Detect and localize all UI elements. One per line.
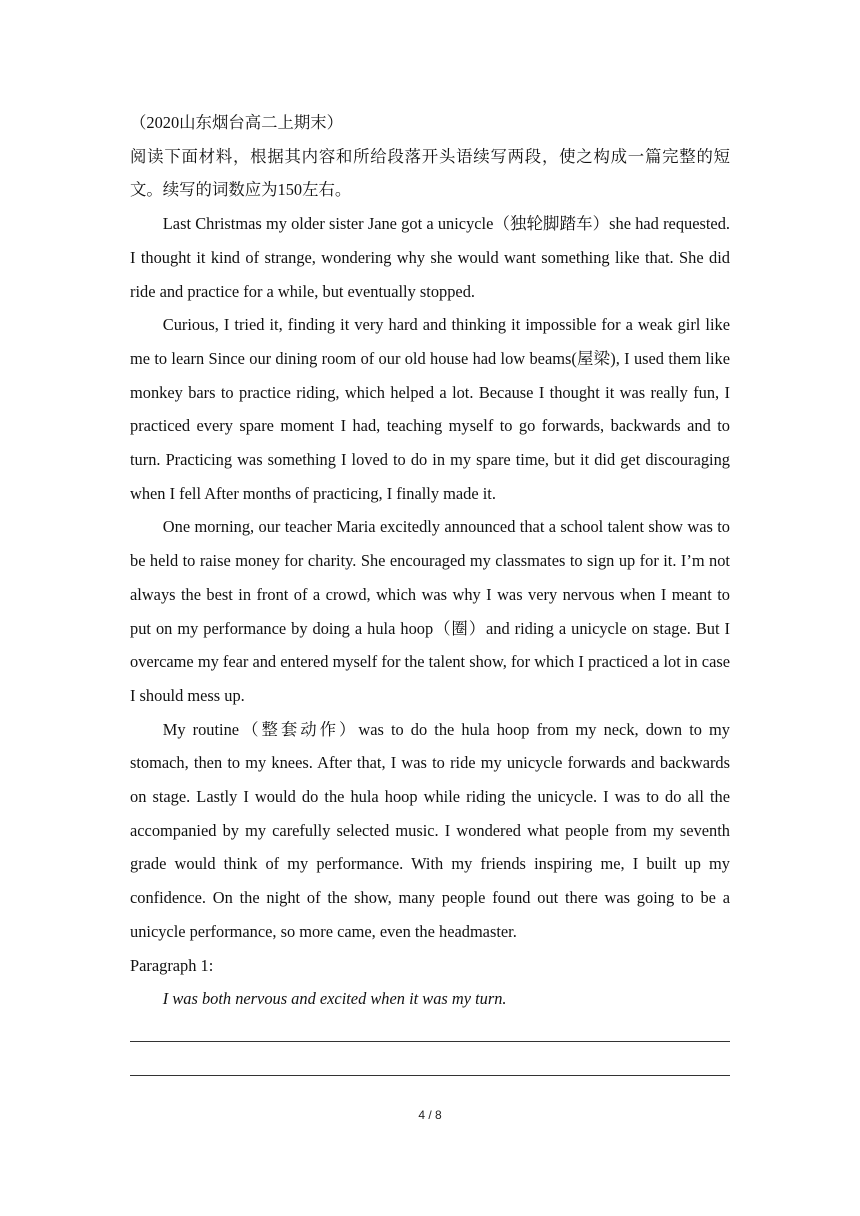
passage-paragraph-3: One morning, our teacher Maria excitedly announced that a school talent show was to be held to raise money for charity. She encouraged my classmates to sign up for it. I’m not always the best in front of a crowd, which was why I was very nervous when I meant to put on my performance by doing a hula hoop（圈）and riding a unicycle on stage. But I overcame my fear and entered myself for the talent show, for which I practiced a lot in case I should mess up. xyxy=(130,517,730,705)
page-number: 4 / 8 xyxy=(418,1108,442,1122)
passage-paragraph-1: Last Christmas my older sister Jane got a unicycle（独轮脚踏车）she had requested. I thought it kind of strange, wondering why she would want something like that. She did ride and practice for a while, but eventually stopped. xyxy=(130,214,730,301)
paragraph-1-opening-sentence: I was both nervous and excited when it was my turn. xyxy=(162,989,507,1009)
passage-paragraph-4: My routine（整套动作）was to do the hula hoop from my neck, down to my stomach, then to my knees. After that, I was to ride my unicycle forwards and backwards on stage. Lastly I would do the hula hoop while riding the unicycle. I was to do all the accompanied by my carefully selected music. I wondered what people from my seventh grade would think of my performance. With my friends inspiring me, I built up my confidence. On the night of the show, many people found out there was going to be a unicycle performance, so more came, even the headmaster. xyxy=(130,719,730,941)
paragraph-1-label: Paragraph 1: xyxy=(130,955,214,975)
document-body xyxy=(130,106,730,1076)
passage-paragraph-2: Curious, I tried it, finding it very hard and thinking it impossible for a weak girl like me to learn Since our dining room of our old house had low beams(屋梁), I used them like monkey bars to practice riding, which helped a lot. Because I thought it was really fun, I practiced every spare moment I had, teaching myself to go forwards, backwards and to turn. Practicing was something I loved to do in my spare time, but it did get discouraging when I fell After months of practicing, I finally made it. xyxy=(130,315,730,503)
answer-line[interactable] xyxy=(130,1075,730,1076)
answer-line[interactable] xyxy=(130,1041,730,1042)
source-note: （2020山东烟台高二上期末） xyxy=(130,113,344,132)
task-instructions: 阅读下面材料，根据其内容和所给段落开头语续写两段，使之构成一篇完整的短文。续写的词数应为150左右。 xyxy=(130,146,730,200)
